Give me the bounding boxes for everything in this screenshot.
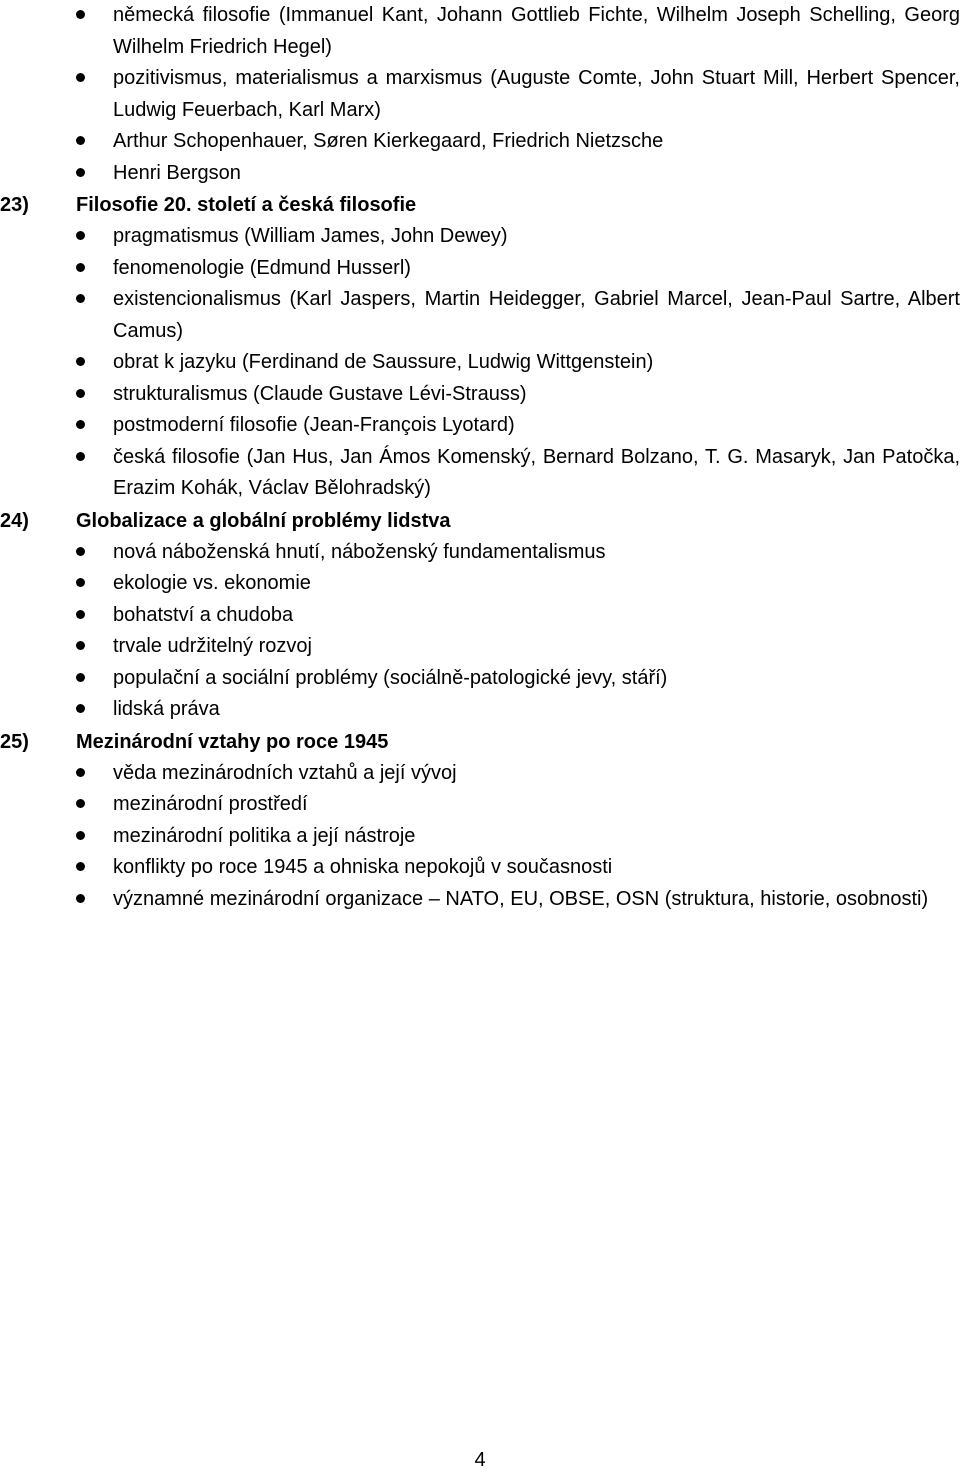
list-item xyxy=(0,221,960,253)
list-item-text: mezinárodní politika a její nástroje xyxy=(113,824,416,847)
section-title: Globalizace a globální problémy lidstva xyxy=(76,509,451,532)
bullet-icon xyxy=(76,894,85,903)
list-item xyxy=(0,442,960,505)
list-item-text: lidská práva xyxy=(113,698,220,720)
list-item-text: postmoderní filosofie (Jean-François Lyotard) xyxy=(113,414,515,436)
list-item-text: významné mezinárodní organizace – NATO, EU, OBSE, OSN (struktura, historie, osobnosti) xyxy=(113,887,929,910)
list-item xyxy=(0,663,960,695)
list-item xyxy=(0,158,960,190)
bullet-icon xyxy=(76,831,85,840)
list-item-text: Henri Bergson xyxy=(113,161,241,184)
bullet-icon xyxy=(76,136,85,145)
list-item xyxy=(0,694,960,726)
list-item xyxy=(0,631,960,663)
list-item-text: fenomenologie (Edmund Husserl) xyxy=(113,256,411,279)
list-item xyxy=(0,126,960,158)
section-list xyxy=(0,537,960,726)
list-item xyxy=(0,347,960,379)
page-number: 4 xyxy=(474,1449,486,1471)
list-item-text: konflikty po roce 1945 a ohniska nepokojů v současnosti xyxy=(113,856,613,878)
list-item xyxy=(0,789,960,821)
section-title: Mezinárodní vztahy po roce 1945 xyxy=(76,730,389,753)
list-item xyxy=(0,821,960,853)
list-item-text: česká filosofie (Jan Hus, Jan Ámos Komenský, Bernard Bolzano, T. G. Masaryk, Jan Patočka, Erazim Kohák, Václav Bělohradský) xyxy=(113,445,960,499)
bullet-icon xyxy=(76,263,85,272)
bullet-icon xyxy=(76,799,85,808)
list-item xyxy=(0,253,960,285)
list-item xyxy=(0,379,960,411)
list-item xyxy=(0,63,960,126)
list-item xyxy=(0,0,960,63)
bullet-icon xyxy=(76,357,85,366)
list-item xyxy=(0,410,960,442)
bullet-icon xyxy=(76,452,85,461)
bullet-icon xyxy=(76,420,85,429)
list-item-text: populační a sociální problémy (sociálně-patologické jevy, stáří) xyxy=(113,666,668,689)
bullet-icon xyxy=(76,231,85,240)
list-item-text: trvale udržitelný rozvoj xyxy=(113,635,312,657)
list-item xyxy=(0,537,960,569)
intro-list xyxy=(0,0,960,189)
section-title: Filosofie 20. století a česká filosofie xyxy=(76,194,417,216)
bullet-icon xyxy=(76,294,85,303)
section-24 xyxy=(0,505,960,726)
list-item-text: Arthur Schopenhauer, Søren Kierkegaard, Friedrich Nietzsche xyxy=(113,130,664,152)
list-item-text: bohatství a chudoba xyxy=(113,603,294,626)
list-item-text: mezinárodní prostředí xyxy=(113,793,308,815)
list-item xyxy=(0,284,960,347)
section-list xyxy=(0,221,960,505)
bullet-icon xyxy=(76,673,85,682)
list-item-text: obrat k jazyku (Ferdinand de Saussure, Ludwig Wittgenstein) xyxy=(113,351,654,373)
section-heading xyxy=(0,726,960,758)
section-heading xyxy=(0,189,960,221)
list-item-text: pragmatismus (William James, John Dewey) xyxy=(113,225,508,247)
list-item xyxy=(0,758,960,790)
section-23 xyxy=(0,189,960,505)
list-item-text: pozitivismus, materialismus a marxismus (Auguste Comte, John Stuart Mill, Herbert Spencer, Ludwig Feuerbach, Karl Marx) xyxy=(113,67,960,121)
bullet-icon xyxy=(76,768,85,777)
bullet-icon xyxy=(76,578,85,587)
list-item xyxy=(0,600,960,632)
bullet-icon xyxy=(76,862,85,871)
section-heading xyxy=(0,505,960,537)
list-item-text: strukturalismus (Claude Gustave Lévi-Strauss) xyxy=(113,382,527,405)
list-item-text: ekologie vs. ekonomie xyxy=(113,572,311,594)
section-25 xyxy=(0,726,960,916)
section-number: 23) xyxy=(0,194,29,216)
bullet-icon xyxy=(76,704,85,713)
bullet-icon xyxy=(76,547,85,556)
bullet-icon xyxy=(76,389,85,398)
bullet-icon xyxy=(76,641,85,650)
list-item xyxy=(0,568,960,600)
list-item xyxy=(0,852,960,884)
bullet-icon xyxy=(76,73,85,82)
list-item xyxy=(0,884,960,916)
list-item-text: věda mezinárodních vztahů a její vývoj xyxy=(113,761,457,784)
section-number: 24) xyxy=(0,509,29,532)
section-number: 25) xyxy=(0,730,29,753)
list-item-text: existencionalismus (Karl Jaspers, Martin Heidegger, Gabriel Marcel, Jean-Paul Sartre, Albert Camus) xyxy=(113,288,960,342)
bullet-icon xyxy=(76,610,85,619)
bullet-icon xyxy=(76,168,85,177)
section-list xyxy=(0,758,960,916)
list-item-text: německá filosofie (Immanuel Kant, Johann Gottlieb Fichte, Wilhelm Joseph Schelling, Georg Wilhelm Friedrich Hegel) xyxy=(113,4,960,58)
bullet-icon xyxy=(76,10,85,19)
list-item-text: nová náboženská hnutí, náboženský fundamentalismus xyxy=(113,540,606,563)
